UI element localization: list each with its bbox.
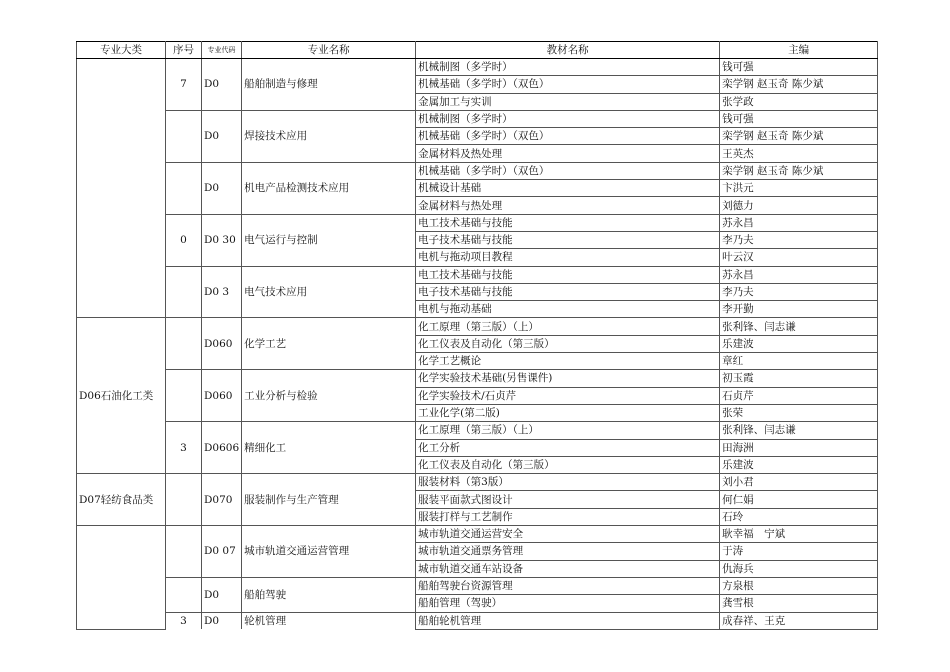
number-cell[interactable] [166, 318, 202, 370]
major-cell[interactable]: 精细化工 [242, 422, 416, 474]
editor-cell[interactable]: 方泉根 [720, 577, 878, 594]
code-cell[interactable]: D0 [202, 59, 242, 111]
category-cell[interactable] [77, 526, 166, 630]
textbook-cell[interactable]: 机械基础（多学时）（双色） [416, 128, 720, 145]
textbook-cell[interactable]: 服装材料（第3版） [416, 474, 720, 491]
col-header-category[interactable]: 专业大类 [77, 42, 166, 59]
textbook-cell[interactable]: 化学实验技术/石贞芹 [416, 387, 720, 404]
table-row [77, 59, 878, 76]
code-cell[interactable]: D0 3 [202, 266, 242, 318]
major-cell[interactable]: 电气运行与控制 [242, 214, 416, 266]
textbook-cell[interactable]: 化工原理（第三版）（上） [416, 422, 720, 439]
code-cell[interactable]: D0606 [202, 422, 242, 474]
number-cell[interactable] [166, 370, 202, 422]
major-cell[interactable]: 船舶驾驶 [242, 577, 416, 612]
table-row [77, 474, 878, 491]
textbook-cell[interactable]: 机械设计基础 [416, 180, 720, 197]
textbook-cell[interactable]: 电机与拖动基础 [416, 301, 720, 318]
textbook-cell[interactable]: 城市轨道交通运营安全 [416, 526, 720, 543]
textbook-cell[interactable]: 服装平面款式图设计 [416, 491, 720, 508]
code-cell[interactable]: D0 [202, 612, 242, 629]
editor-cell[interactable]: 张利锋、闫志谦 [720, 422, 878, 439]
number-cell[interactable] [166, 266, 202, 318]
number-cell[interactable] [166, 110, 202, 162]
textbook-cell[interactable]: 机械基础（多学时）（双色） [416, 76, 720, 93]
editor-cell[interactable]: 乐建波 [720, 335, 878, 352]
textbook-cell[interactable]: 机械基础（多学时）（双色） [416, 162, 720, 179]
textbook-cell[interactable]: 机械制图（多学时） [416, 59, 720, 76]
editor-cell[interactable]: 仇海兵 [720, 560, 878, 577]
category-cell[interactable] [77, 59, 166, 318]
textbook-cell[interactable]: 工业化学(第二版) [416, 404, 720, 421]
editor-cell[interactable]: 钱可强 [720, 59, 878, 76]
editor-cell[interactable]: 张学政 [720, 93, 878, 110]
code-cell[interactable]: D0 [202, 162, 242, 214]
editor-cell[interactable]: 李开勤 [720, 301, 878, 318]
code-cell[interactable]: D060 [202, 318, 242, 370]
table-row [77, 370, 878, 387]
editor-cell[interactable]: 栾学钢 赵玉奇 陈少斌 [720, 76, 878, 93]
editor-cell[interactable]: 龚雪根 [720, 595, 878, 612]
table-row [77, 214, 878, 231]
editor-cell[interactable]: 钱可强 [720, 110, 878, 127]
number-cell[interactable] [166, 526, 202, 578]
textbook-cell[interactable]: 化工仪表及自动化（第三版） [416, 335, 720, 352]
textbook-cell[interactable]: 化学实验技术基础(另售课件) [416, 370, 720, 387]
major-cell[interactable]: 电气技术应用 [242, 266, 416, 318]
major-cell[interactable]: 轮机管理 [242, 612, 416, 629]
editor-cell[interactable]: 成春祥、王克 [720, 612, 878, 629]
editor-cell[interactable]: 李乃夫 [720, 231, 878, 248]
major-cell[interactable]: 服装制作与生产管理 [242, 474, 416, 526]
editor-cell[interactable]: 石玲 [720, 508, 878, 525]
textbook-cell[interactable]: 化工仪表及自动化（第三版） [416, 456, 720, 473]
table-row [77, 266, 878, 283]
editor-cell[interactable]: 栾学钢 赵玉奇 陈少斌 [720, 128, 878, 145]
editor-cell[interactable]: 张利锋、闫志谦 [720, 318, 878, 335]
category-cell[interactable]: D07轻纺食品类 [77, 474, 166, 526]
table-row [77, 612, 878, 629]
editor-cell[interactable]: 耿幸福 宁斌 [720, 526, 878, 543]
col-header-code[interactable]: 专业代码 [202, 42, 242, 59]
table-row [77, 318, 878, 335]
textbook-cell[interactable]: 船舶驾驶台资源管理 [416, 577, 720, 594]
textbook-cell[interactable]: 机械制图（多学时） [416, 110, 720, 127]
editor-cell[interactable]: 田海洲 [720, 439, 878, 456]
editor-cell[interactable]: 章红 [720, 353, 878, 370]
code-cell[interactable]: D0 [202, 577, 242, 612]
editor-cell[interactable]: 石贞芹 [720, 387, 878, 404]
table-row [77, 162, 878, 179]
number-cell[interactable]: 7 [166, 59, 202, 111]
editor-cell[interactable]: 栾学钢 赵玉奇 陈少斌 [720, 162, 878, 179]
textbook-cell[interactable]: 船舶轮机管理 [416, 612, 720, 629]
editor-cell[interactable]: 苏永昌 [720, 266, 878, 283]
editor-cell[interactable]: 张荣 [720, 404, 878, 421]
textbook-cell[interactable]: 电子技术基础与技能 [416, 231, 720, 248]
col-header-number[interactable]: 序号 [166, 42, 202, 59]
editor-cell[interactable]: 于涛 [720, 543, 878, 560]
number-cell[interactable] [166, 577, 202, 612]
major-cell[interactable]: 工业分析与检验 [242, 370, 416, 422]
number-cell[interactable] [166, 162, 202, 214]
major-cell[interactable]: 化学工艺 [242, 318, 416, 370]
editor-cell[interactable]: 李乃夫 [720, 283, 878, 300]
table-row [77, 526, 878, 543]
number-cell[interactable]: 3 [166, 612, 202, 629]
number-cell[interactable]: 0 [166, 214, 202, 266]
major-cell[interactable]: 城市轨道交通运营管理 [242, 526, 416, 578]
table-row [77, 577, 878, 594]
textbook-cell[interactable]: 电工技术基础与技能 [416, 214, 720, 231]
editor-cell[interactable]: 苏永昌 [720, 214, 878, 231]
code-cell[interactable]: D070 [202, 474, 242, 526]
textbook-table [76, 41, 878, 630]
textbook-cell[interactable]: 金属加工与实训 [416, 93, 720, 110]
major-cell[interactable]: 焊接技术应用 [242, 110, 416, 162]
textbook-cell[interactable]: 金属材料与热处理 [416, 197, 720, 214]
code-cell[interactable]: D060 [202, 370, 242, 422]
textbook-cell[interactable]: 电子技术基础与技能 [416, 283, 720, 300]
editor-cell[interactable]: 卞洪元 [720, 180, 878, 197]
textbook-cell[interactable]: 化工分析 [416, 439, 720, 456]
textbook-cell[interactable]: 电工技术基础与技能 [416, 266, 720, 283]
number-cell[interactable]: 3 [166, 422, 202, 474]
editor-cell[interactable]: 乐建波 [720, 456, 878, 473]
textbook-cell[interactable]: 化工原理（第三版）（上） [416, 318, 720, 335]
major-cell[interactable]: 船舶制造与修理 [242, 59, 416, 111]
textbook-cell[interactable]: 城市轨道交通车站设备 [416, 560, 720, 577]
category-cell[interactable]: D06石油化工类 [77, 318, 166, 474]
textbook-cell[interactable]: 船舶管理（驾驶） [416, 595, 720, 612]
textbook-cell[interactable]: 电机与拖动项目教程 [416, 249, 720, 266]
col-header-textbook[interactable]: 教材名称 [416, 42, 720, 59]
code-cell[interactable]: D0 [202, 110, 242, 162]
textbook-cell[interactable]: 金属材料及热处理 [416, 145, 720, 162]
code-cell[interactable]: D0 07 [202, 526, 242, 578]
table-row [77, 110, 878, 127]
table-row [77, 422, 878, 439]
textbook-cell[interactable]: 化学工艺概论 [416, 353, 720, 370]
number-cell[interactable] [166, 474, 202, 526]
major-cell[interactable]: 机电产品检测技术应用 [242, 162, 416, 214]
header-row [77, 42, 878, 59]
textbook-cell[interactable]: 服装打样与工艺制作 [416, 508, 720, 525]
editor-cell[interactable]: 王英杰 [720, 145, 878, 162]
textbook-cell[interactable]: 城市轨道交通票务管理 [416, 543, 720, 560]
code-cell[interactable]: D0 30 [202, 214, 242, 266]
editor-cell[interactable]: 初玉霞 [720, 370, 878, 387]
editor-cell[interactable]: 何仁娟 [720, 491, 878, 508]
editor-cell[interactable]: 叶云汉 [720, 249, 878, 266]
col-header-major[interactable]: 专业名称 [242, 42, 416, 59]
editor-cell[interactable]: 刘德力 [720, 197, 878, 214]
editor-cell[interactable]: 刘小君 [720, 474, 878, 491]
col-header-editor[interactable]: 主编 [720, 42, 878, 59]
